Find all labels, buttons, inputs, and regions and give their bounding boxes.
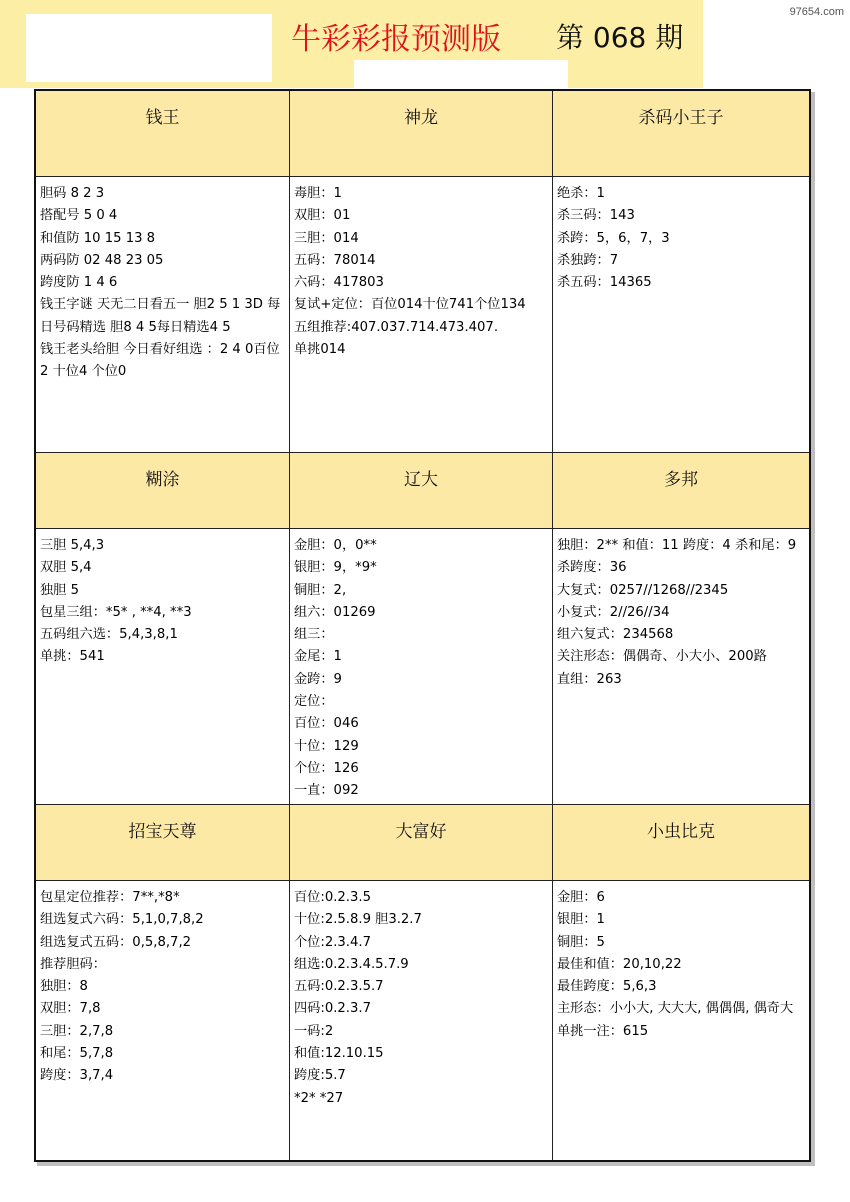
entry-line: 最佳和值：20,10,22: [557, 956, 682, 972]
watermark: 97654.com: [789, 6, 844, 18]
entry-line: 钱王老头给胆 今日看好组选 ：2 4 0百位2 十位4 个位0: [40, 342, 280, 380]
entry-line: 组选:0.2.3.4.5.7.9: [294, 956, 409, 972]
entry-line: 包星定位推荐：7**,*8*: [40, 890, 180, 905]
entry-line: 独胆：8: [40, 979, 88, 995]
entry-line: *2* *27: [294, 1090, 344, 1106]
section-body: [290, 177, 553, 453]
entry-line: 最佳跨度：5,6,3: [557, 979, 657, 995]
entry-line: 大复式：0257//1268//2345: [557, 582, 729, 598]
entry-line: 十位:2.5.8.9 胆3.2.7: [294, 912, 422, 928]
page-title: 牛彩彩报预测版: [291, 22, 501, 57]
prediction-table: [34, 89, 811, 1162]
table-shadow-right: [811, 92, 815, 1166]
entry-line: 五码组六选：5,4,3,8,1: [40, 627, 178, 643]
section-header: 钱王: [36, 91, 290, 177]
section-body: [36, 529, 290, 805]
entry-line: 单挑014: [294, 342, 346, 358]
header-blank-center: [354, 60, 568, 92]
entry-line: 百位:0.2.3.5: [294, 890, 371, 905]
section-body: [290, 529, 553, 805]
entry-line: 双胆：01: [294, 208, 351, 224]
issue-number: 第 068 期: [556, 21, 684, 54]
entry-line: 金尾：1: [294, 649, 342, 665]
entry-line: 铜胆：5: [557, 934, 605, 950]
entry-line: 跨度:5.7: [294, 1068, 346, 1084]
section-header: 糊涂: [36, 453, 290, 529]
entry-line: 直组：263: [557, 671, 622, 687]
entry-line: 十位：129: [294, 738, 359, 754]
entry-line: 跨度防 1 4 6: [40, 275, 118, 291]
entry-line: 三胆：2,7,8: [40, 1023, 114, 1039]
entry-line: 铜胆：2,: [294, 582, 347, 598]
entry-line: 跨度：3,7,4: [40, 1068, 114, 1084]
entry-line: 银胆：9，*9*: [294, 560, 377, 576]
entry-line: 定位：: [294, 694, 334, 710]
section-body: [553, 529, 809, 805]
entry-line: 四码:0.2.3.7: [294, 1001, 371, 1017]
entry-line: 主形态：小小大, 大大大, 偶偶偶, 偶奇大: [557, 1001, 794, 1017]
entry-line: 组选复式六码：5,1,0,7,8,2: [40, 912, 204, 928]
entry-line: 绝杀：1: [557, 186, 605, 201]
section-body: [290, 881, 553, 1160]
entry-line: 百位：046: [294, 716, 359, 732]
header-blank-left: [26, 14, 272, 82]
section-header: 神龙: [290, 91, 553, 177]
entry-line: 复试+定位：百位014十位741个位134: [294, 297, 526, 313]
entry-line: 毒胆：1: [294, 186, 342, 201]
section-body: [553, 881, 809, 1160]
entry-line: 单挑一注：615: [557, 1023, 649, 1039]
entry-line: 五码：78014: [294, 252, 376, 268]
entry-line: 杀跨：5，6，7，3: [557, 230, 670, 246]
section-header: 辽大: [290, 453, 553, 529]
entry-line: 包星三组：*5* , **4, **3: [40, 604, 192, 620]
entry-line: 关注形态：偶偶奇、小大小、200路: [557, 649, 767, 665]
section-header: 大富好: [290, 805, 553, 881]
entry-line: 和尾：5,7,8: [40, 1046, 114, 1062]
entry-line: 单挑：541: [40, 649, 105, 665]
entry-line: 杀三码：143: [557, 208, 635, 224]
section-header: 招宝天尊: [36, 805, 290, 881]
entry-line: 组选复式五码：0,5,8,7,2: [40, 934, 192, 950]
section-header: 多邦: [553, 453, 809, 529]
entry-line: 组六复式：234568: [557, 627, 674, 643]
entry-line: 五码:0.2.3.5.7: [294, 979, 384, 995]
entry-line: 六码：417803: [294, 275, 384, 291]
section-header: 小虫比克: [553, 805, 809, 881]
entry-line: 金胆：6: [557, 890, 605, 905]
entry-line: 个位：126: [294, 760, 359, 776]
entry-line: 组六：01269: [294, 604, 376, 620]
entry-line: 双胆：7,8: [40, 1001, 101, 1017]
entry-line: 和值防 10 15 13 8: [40, 230, 156, 246]
entry-line: 三胆：014: [294, 230, 359, 246]
entry-line: 胆码 8 2 3: [40, 186, 105, 201]
section-header: 杀码小王子: [553, 91, 809, 177]
entry-line: 钱王字谜 天无二日看五一 胆2 5 1 3D 每日号码精选 胆8 4 5每日精选4 5: [40, 297, 281, 335]
entry-line: 推荐胆码：: [40, 956, 106, 972]
entry-line: 银胆：1: [557, 912, 605, 928]
entry-line: 独胆：2** 和值：11 跨度：4 杀和尾：9 杀跨度：36: [557, 538, 801, 576]
entry-line: 搭配号 5 0 4: [40, 208, 118, 224]
entry-line: 独胆 5: [40, 582, 79, 598]
entry-line: 五组推荐:407.037.714.473.407.: [294, 319, 499, 335]
entry-line: 两码防 02 48 23 05: [40, 252, 164, 268]
entry-line: 组三：: [294, 627, 334, 643]
section-body: [36, 177, 290, 453]
entry-line: 杀独跨：7: [557, 252, 619, 268]
entry-line: 金跨：9: [294, 671, 342, 687]
section-body: [553, 177, 809, 453]
entry-line: 金胆：0，0**: [294, 538, 377, 553]
entry-line: 一码:2: [294, 1023, 334, 1039]
entry-line: 个位:2.3.4.7: [294, 934, 371, 950]
section-body: [36, 881, 290, 1160]
entry-line: 双胆 5,4: [40, 560, 92, 576]
entry-line: 杀五码：14365: [557, 275, 652, 291]
entry-line: 一直：092: [294, 783, 359, 799]
entry-line: 三胆 5,4,3: [40, 538, 105, 553]
entry-line: 小复式：2//26//34: [557, 604, 670, 620]
entry-line: 和值:12.10.15: [294, 1046, 384, 1062]
table-shadow-bottom: [37, 1162, 815, 1166]
